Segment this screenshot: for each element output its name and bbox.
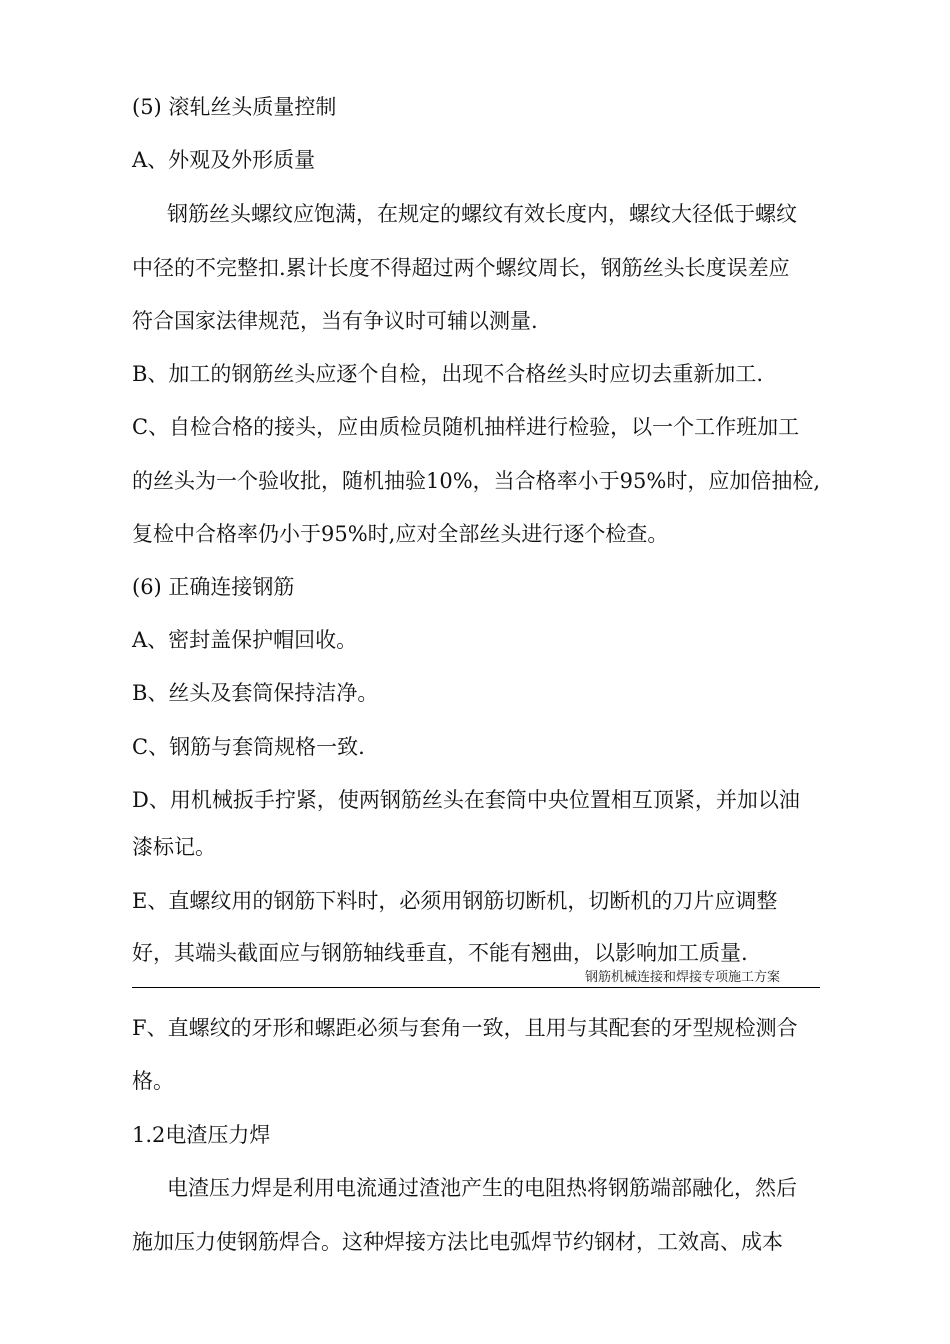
section-heading-6: (6) 正确连接钢筋	[132, 575, 295, 599]
section-heading-5: (5) 滚轧丝头质量控制	[132, 95, 337, 119]
paragraph-line: 施加压力使钢筋焊合。这种焊接方法比电弧焊节约钢材，工效高、成本	[132, 1230, 783, 1254]
paragraph-line: 钢筋丝头螺纹应饱满，在规定的螺纹有效长度内，螺纹大径低于螺纹	[167, 202, 797, 226]
subheading-a-appearance: A、外观及外形质量	[132, 148, 316, 172]
item-b: B、加工的钢筋丝头应逐个自检，出现不合格丝头时应切去重新加工.	[132, 362, 764, 386]
paragraph-line: 符合国家法律规范，当有争议时可辅以测量.	[132, 309, 538, 333]
paragraph-line: 好，其端头截面应与钢筋轴线垂直，不能有翘曲，以影响加工质量.	[132, 941, 748, 965]
paragraph-line: 电渣压力焊是利用电流通过渣池产生的电阻热将钢筋端部融化，然后	[167, 1176, 797, 1200]
item-e: E、直螺纹用的钢筋下料时，必须用钢筋切断机，切断机的刀片应调整	[132, 889, 778, 913]
header-divider	[132, 987, 820, 988]
paragraph-line: 漆标记。	[132, 835, 216, 859]
item-c: C、自检合格的接头，应由质检员随机抽样进行检验，以一个工作班加工	[132, 415, 800, 439]
paragraph-line: 中径的不完整扣.累计长度不得超过两个螺纹周长，钢筋丝头长度误差应	[132, 256, 790, 280]
paragraph-line: 的丝头为一个验收批，随机抽验10%，当合格率小于95%时，应加倍抽检,	[132, 469, 821, 493]
paragraph-line: 格。	[132, 1069, 174, 1093]
item-b: B、丝头及套筒保持洁净。	[132, 681, 379, 705]
section-heading-1-2: 1.2电渣压力焊	[132, 1123, 271, 1147]
item-c: C、钢筋与套筒规格一致.	[132, 735, 365, 759]
item-d: D、用机械扳手拧紧，使两钢筋丝头在套筒中央位置相互顶紧，并加以油	[132, 788, 800, 812]
paragraph-line: 复检中合格率仍小于95%时,应对全部丝头进行逐个检查。	[132, 522, 669, 546]
running-header: 钢筋机械连接和焊接专项施工方案	[585, 970, 781, 985]
item-f: F、直螺纹的牙形和螺距必须与套角一致，且用与其配套的牙型规检测合	[132, 1016, 798, 1040]
item-a: A、密封盖保护帽回收。	[132, 628, 358, 652]
